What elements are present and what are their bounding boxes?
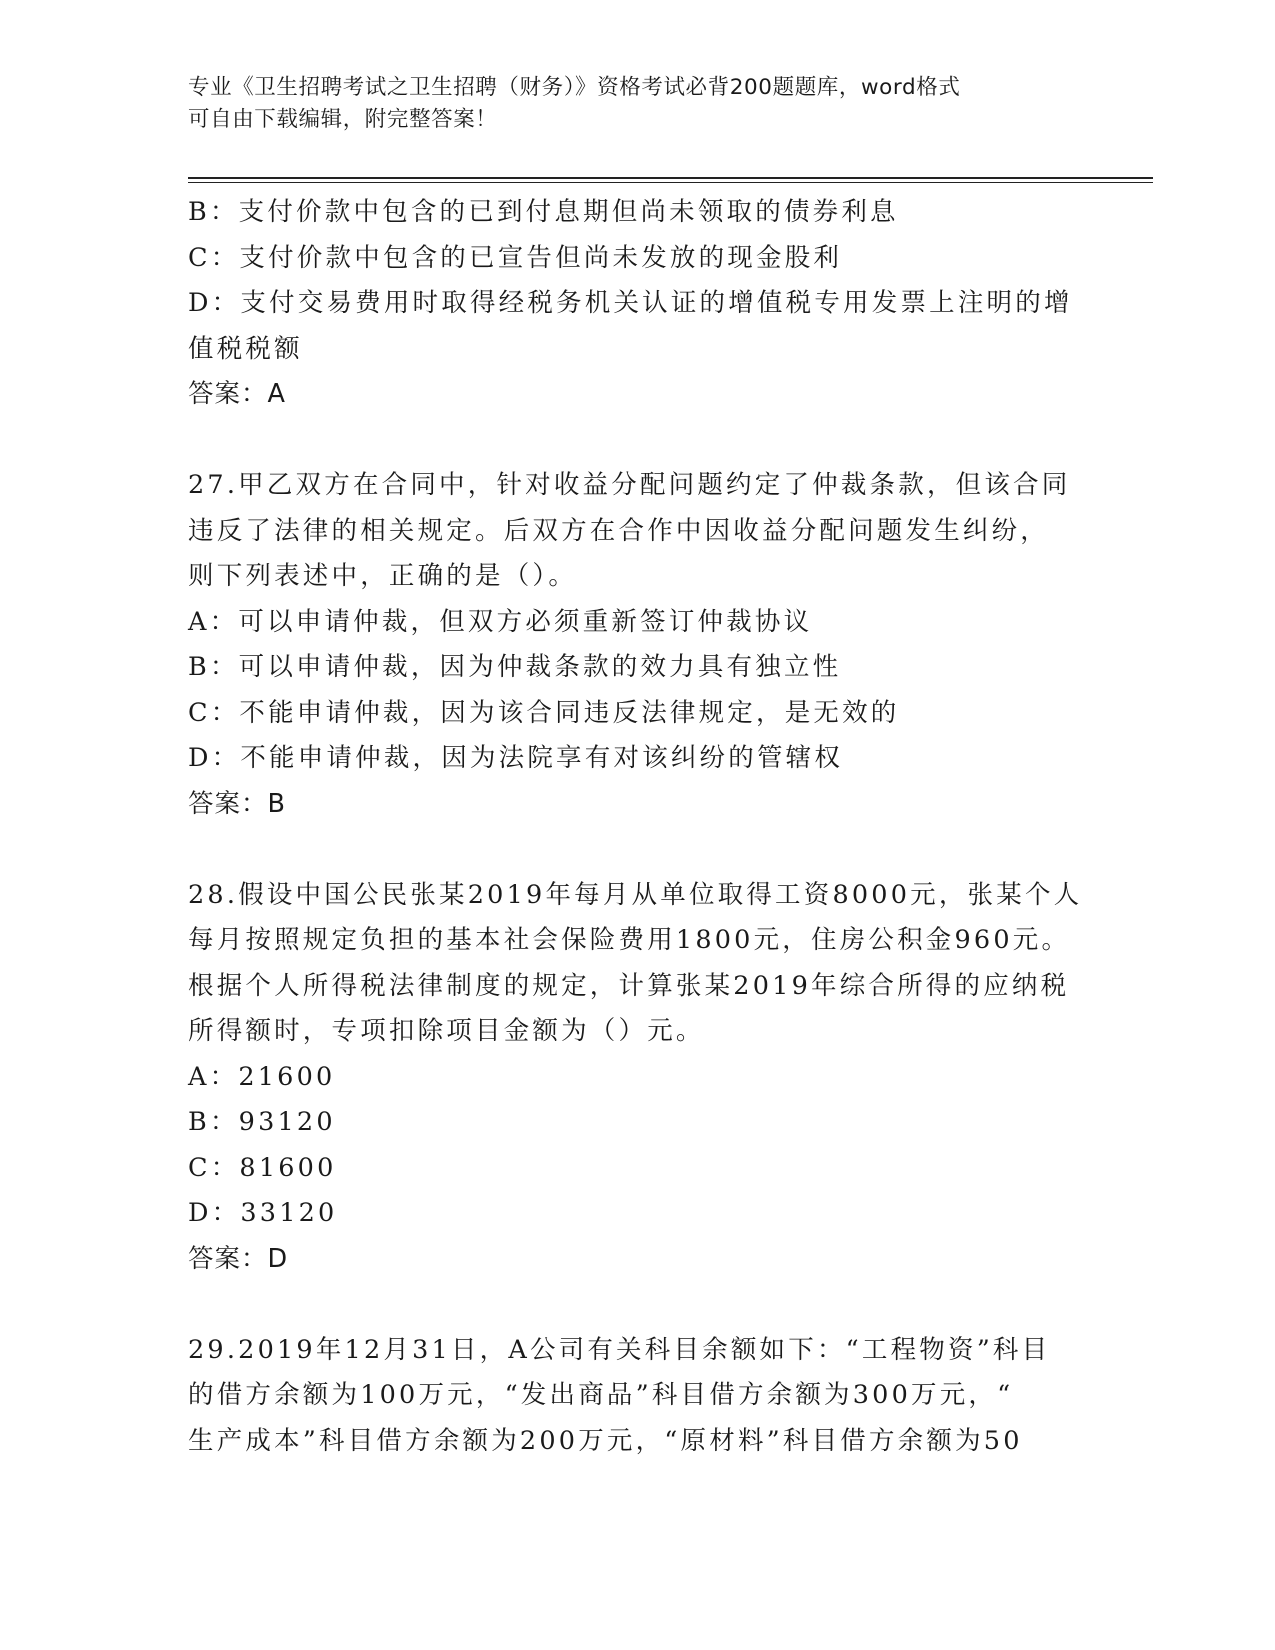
answer: 答案：B	[188, 788, 286, 819]
option-b: B：可以申请仲裁，因为仲裁条款的效力具有独立性	[188, 652, 842, 682]
option-c: C：支付价款中包含的已宣告但尚未发放的现金股利	[188, 242, 843, 273]
question-stem: 29.2019年12月31日，A公司有关科目余额如下：“工程物资”科目	[188, 1334, 1051, 1365]
header-title-line-1: 专业《卫生招聘考试之卫生招聘（财务）》资格考试必背200题题库，word格式	[188, 75, 961, 100]
question-26	[188, 190, 1073, 418]
spacer	[188, 1282, 1073, 1328]
header-rule-thick	[188, 177, 1153, 179]
question-27	[188, 463, 1073, 827]
option-b: B：支付价款中包含的已到付息期但尚未领取的债券利息	[188, 197, 899, 227]
option-d-continued: 值税税额	[188, 333, 303, 364]
question-stem: 的借方余额为100万元，“发出商品”科目借方余额为300万元，“	[188, 1380, 1014, 1410]
spacer	[188, 827, 1073, 873]
question-stem: 违反了法律的相关规定。后双方在合作中因收益分配问题发生纠纷，	[188, 515, 1050, 546]
question-stem: 27.甲乙双方在合同中，针对收益分配问题约定了仲裁条款，但该合同	[188, 470, 1071, 500]
question-stem: 每月按照规定负担的基本社会保险费用1800元，住房公积金960元。	[188, 925, 1071, 955]
option-d: D：不能申请仲裁，因为法院享有对该纠纷的管辖权	[188, 743, 844, 773]
option-c: C：不能申请仲裁，因为该合同违反法律规定，是无效的	[188, 697, 900, 728]
question-stem: 所得额时，专项扣除项目金额为（）元。	[188, 1016, 705, 1046]
answer: 答案：D	[188, 1243, 289, 1274]
question-stem: 28.假设中国公民张某2019年每月从单位取得工资8000元，张某个人	[188, 879, 1083, 910]
answer: 答案：A	[188, 379, 286, 409]
header-rule-thin	[188, 182, 1153, 183]
option-d: D：33120	[188, 1198, 338, 1228]
spacer	[188, 418, 1073, 464]
question-29	[188, 1328, 1073, 1465]
question-stem: 根据个人所得税法律制度的规定，计算张某2019年综合所得的应纳税	[188, 970, 1070, 1001]
question-stem: 生产成本”科目借方余额为200万元，“原材料”科目借方余额为50	[188, 1425, 1023, 1456]
page-header	[188, 72, 1088, 136]
question-list	[188, 190, 1083, 1464]
question-28	[188, 873, 1083, 1283]
option-a: A：可以申请仲裁，但双方必须重新签订仲裁协议	[188, 606, 813, 637]
option-d: D：支付交易费用时取得经税务机关认证的增值税专用发票上注明的增	[188, 288, 1073, 318]
option-b: B：93120	[188, 1107, 336, 1137]
question-stem: 则下列表述中，正确的是（）。	[188, 561, 578, 591]
header-title-line-2: 可自由下载编辑，附完整答案！	[188, 107, 498, 132]
option-a: A：21600	[188, 1061, 336, 1092]
option-c: C：81600	[188, 1152, 337, 1183]
